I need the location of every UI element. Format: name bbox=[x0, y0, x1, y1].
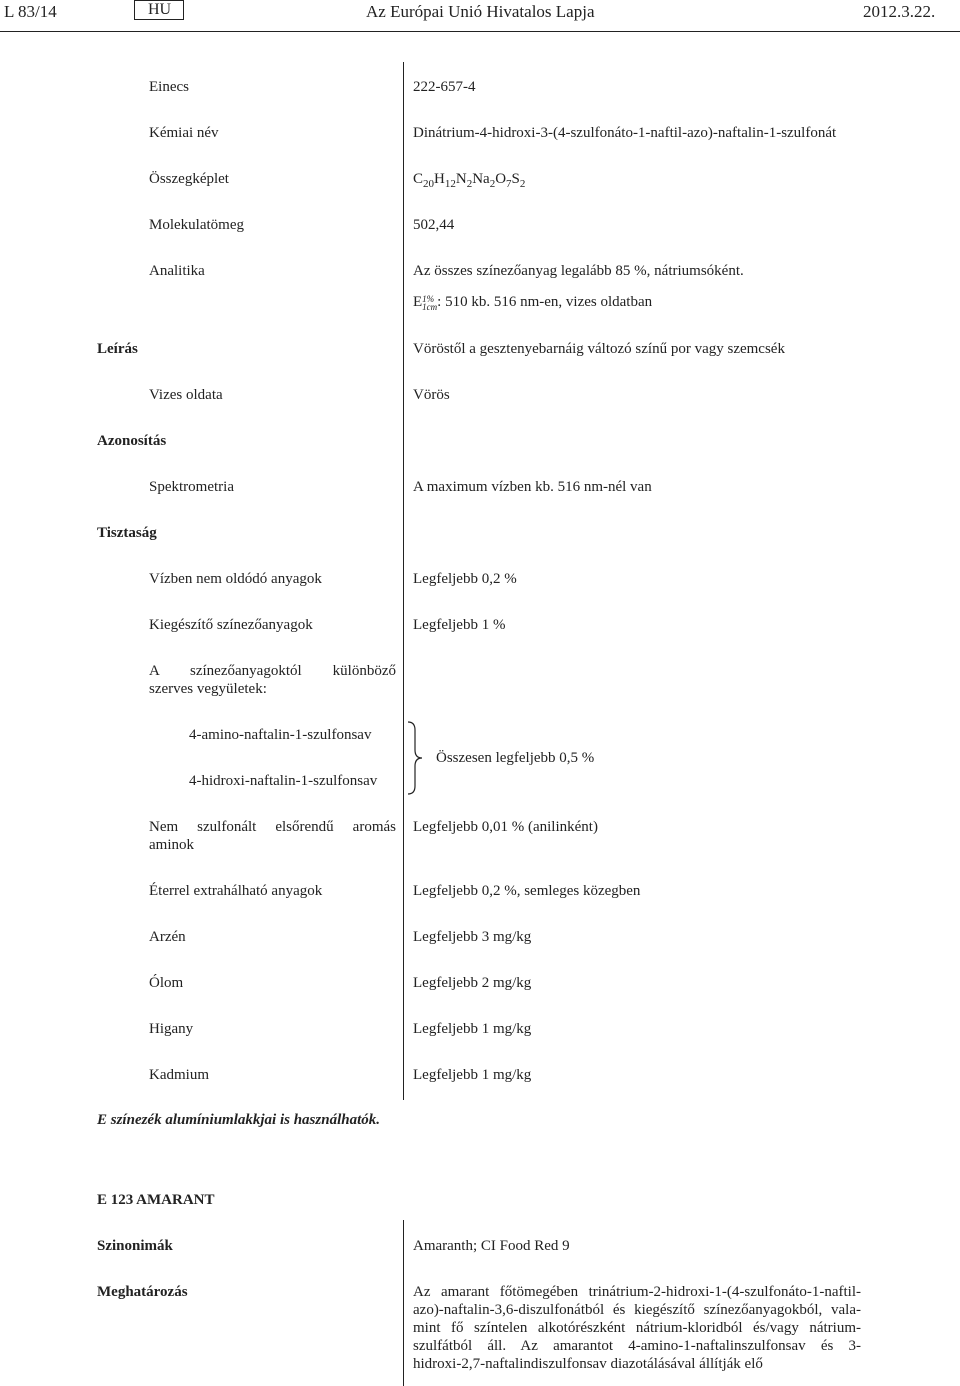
description-label: Leírás bbox=[97, 341, 138, 357]
synonyms-value: Amaranth; CI Food Red 9 bbox=[413, 1238, 570, 1254]
water-insoluble-label: Vízben nem oldódó anyagok bbox=[149, 571, 322, 587]
analysis-label: Analitika bbox=[149, 263, 205, 279]
section-title: E 123 AMARANT bbox=[97, 1192, 215, 1208]
formula-label: Összegképlet bbox=[149, 171, 229, 187]
water-insoluble-value: Legfeljebb 0,2 % bbox=[413, 571, 517, 587]
definition-line: Az amarant főtömegében trinátrium-2-hidroxi-1-(4-szulfonáto-1-naftil- bbox=[413, 1284, 861, 1300]
einecs-label: Einecs bbox=[149, 79, 189, 95]
ether-extractable-label: Éterrel extrahálható anyagok bbox=[149, 883, 323, 899]
chemical-name-label: Kémiai név bbox=[149, 125, 219, 141]
definition-line: mint fő színtelen alkotórészként nátrium-kloridból és/vagy nátrium- bbox=[413, 1320, 861, 1336]
lead-value: Legfeljebb 2 mg/kg bbox=[413, 975, 532, 991]
column-divider bbox=[403, 62, 404, 1100]
aqueous-solution-label: Vizes oldata bbox=[149, 387, 223, 403]
purity-heading: Tisztaság bbox=[97, 525, 157, 541]
column-divider-e123 bbox=[403, 1220, 404, 1386]
molecular-weight-value: 502,44 bbox=[413, 217, 455, 233]
organic-compounds-label-line2: szerves vegyületek: bbox=[149, 681, 267, 697]
analysis-value: Az összes színezőanyag legalább 85 %, nátriumsóként. bbox=[413, 263, 744, 279]
language-code: HU bbox=[148, 1, 172, 18]
synonyms-label: Szinonimák bbox=[97, 1238, 173, 1254]
description-value: Vöröstől a gesztenyebarnáig változó színű por vagy szemcsék bbox=[413, 341, 785, 357]
cadmium-label: Kadmium bbox=[149, 1067, 209, 1083]
language-badge bbox=[134, 0, 184, 20]
amines-label-line1: Nem szulfonált elsőrendű aromás bbox=[149, 819, 396, 835]
definition-line: szulfátból áll. Az amarantot 4-amino-1-naftalinszulfonsav és 3- bbox=[413, 1338, 861, 1354]
curly-brace-icon bbox=[404, 721, 424, 795]
page-reference: L 83/14 bbox=[4, 2, 57, 21]
aluminium-lakes-note: E színezék alumíniumlakkjai is használhatók. bbox=[97, 1112, 381, 1128]
journal-title: Az Európai Unió Hivatalos Lapja bbox=[366, 2, 595, 21]
definition-line: hidroxi-2,7-naftalindiszulfonsav diazotálásával állítják elő bbox=[413, 1356, 763, 1372]
spectrometry-value: A maximum vízben kb. 516 nm-nél van bbox=[413, 479, 652, 495]
mercury-value: Legfeljebb 1 mg/kg bbox=[413, 1021, 532, 1037]
extinction-value: E 1% 1cm : 510 kb. 516 nm-en, vizes oldatban bbox=[413, 294, 653, 312]
organic-compounds-label-line1: A színezőanyagoktól különböző bbox=[149, 663, 396, 679]
chemical-name-value: Dinátrium-4-hidroxi-3-(4-szulfonáto-1-naftil-azo)-naftalin-1-szulfonát bbox=[413, 125, 837, 141]
amines-label-line2: aminok bbox=[149, 837, 194, 853]
definition-label: Meghatározás bbox=[97, 1284, 188, 1300]
spectrometry-label: Spektrometria bbox=[149, 479, 234, 495]
organic-compound-item: 4-hidroxi-naftalin-1-szulfonsav bbox=[189, 773, 378, 789]
amines-value: Legfeljebb 0,01 % (anilinként) bbox=[413, 819, 598, 835]
mercury-label: Higany bbox=[149, 1021, 194, 1037]
arsenic-value: Legfeljebb 3 mg/kg bbox=[413, 929, 532, 945]
subsidiary-colours-value: Legfeljebb 1 % bbox=[413, 617, 506, 633]
ether-extractable-value: Legfeljebb 0,2 %, semleges közegben bbox=[413, 883, 641, 899]
aqueous-solution-value: Vörös bbox=[413, 387, 450, 403]
molecular-weight-label: Molekulatömeg bbox=[149, 217, 244, 233]
cadmium-value: Legfeljebb 1 mg/kg bbox=[413, 1067, 532, 1083]
formula-value: $C_{20}H_{12}N_2Na_2O_7S_2$ bbox=[413, 171, 526, 190]
lead-label: Ólom bbox=[149, 975, 184, 991]
organic-compound-item: 4-amino-naftalin-1-szulfonsav bbox=[189, 727, 372, 743]
identification-heading: Azonosítás bbox=[97, 433, 167, 449]
definition-line: azo)-naftalin-3,6-diszulfonátból és kiegészítő színezőanyagokból, vala- bbox=[413, 1302, 861, 1318]
einecs-value: 222-657-4 bbox=[413, 79, 476, 95]
header-rule bbox=[0, 31, 960, 32]
subsidiary-colours-label: Kiegészítő színezőanyagok bbox=[149, 617, 313, 633]
arsenic-label: Arzén bbox=[149, 929, 186, 945]
publication-date: 2012.3.22. bbox=[863, 2, 936, 21]
organic-compounds-total: Összesen legfeljebb 0,5 % bbox=[436, 750, 595, 766]
